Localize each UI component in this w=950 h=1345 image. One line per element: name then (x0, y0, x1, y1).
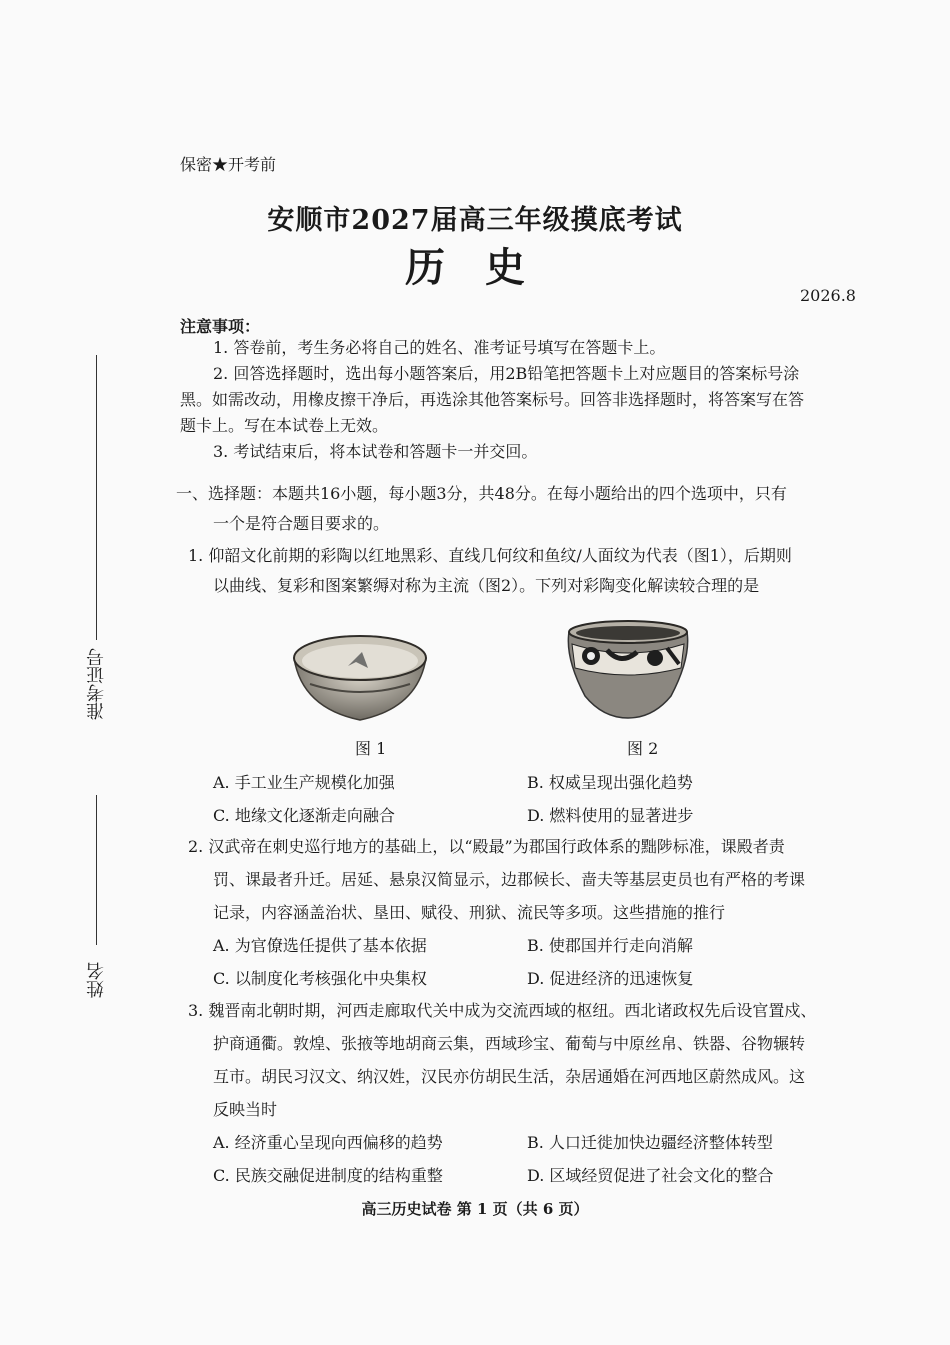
question-stem: 反映当时 (213, 1100, 278, 1119)
option-b: B. 人口迁徙加快边疆经济整体转型 (527, 1133, 773, 1152)
option-a: A. 为官僚选任提供了基本依据 (213, 936, 427, 955)
option-a: A. 手工业生产规模化加强 (213, 773, 395, 792)
section-heading: 一、选择题：本题共16小题，每小题3分，共48分。在每小题给出的四个选项中，只有 (176, 484, 787, 503)
option-d: D. 燃料使用的显著进步 (527, 806, 694, 825)
name-write-line[interactable] (96, 795, 97, 945)
question-stem: 互市。胡民习汉文、纳汉姓，汉民亦仿胡民生活，杂居通婚在河西地区蔚然成风。这 (213, 1067, 806, 1086)
admission-number-label: 准考证号 (86, 648, 107, 720)
exam-title: 安顺市2027届高三年级摸底考试 (267, 205, 683, 236)
option-d: D. 区域经贸促进了社会文化的整合 (527, 1166, 774, 1185)
option-c: C. 以制度化考核强化中央集权 (213, 969, 427, 988)
notice-title: 注意事项： (180, 317, 261, 336)
option-b: B. 使郡国并行走向消解 (527, 936, 693, 955)
option-c: C. 地缘文化逐渐走向融合 (213, 806, 395, 825)
question-stem: 3. 魏晋南北朝时期，河西走廊取代关中成为交流西域的枢纽。西北诸政权先后设官置戍、 (188, 1001, 817, 1020)
option-b: B. 权威呈现出强化趋势 (527, 773, 693, 792)
pottery-bowl-figure-1 (290, 628, 430, 726)
figure-caption: 图 2 (627, 739, 659, 758)
question-stem: 2. 汉武帝在刺史巡行地方的基础上，以“殿最”为郡国行政体系的黜陟标准，课殿者责 (188, 837, 785, 856)
pottery-pot-figure-2 (563, 618, 693, 720)
notice-line: 3. 考试结束后，将本试卷和答题卡一并交回。 (213, 442, 538, 461)
notice-line: 黑。如需改动，用橡皮擦干净后，再选涂其他答案标号。回答非选择题时，将答案写在答 (180, 390, 805, 409)
option-a: A. 经济重心呈现向西偏移的趋势 (213, 1133, 443, 1152)
question-stem: 罚、课最者升迁。居延、悬泉汉简显示，边郡候长、啬夫等基层吏员也有严格的考课 (213, 870, 806, 889)
question-stem: 1. 仰韶文化前期的彩陶以红地黑彩、直线几何纹和鱼纹/人面纹为代表（图1），后期则 (188, 546, 792, 565)
notice-line: 题卡上。写在本试卷上无效。 (180, 416, 389, 435)
subject-title: 历史 (405, 244, 565, 291)
question-stem: 以曲线、复彩和图案繁缛对称为主流（图2）。下列对彩陶变化解读较合理的是 (213, 576, 760, 595)
notice-line: 2. 回答选择题时，选出每小题答案后，用2B铅笔把答题卡上对应题目的答案标号涂 (213, 364, 800, 383)
figure-caption: 图 1 (355, 739, 387, 758)
section-heading: 一个是符合题目要求的。 (213, 514, 390, 533)
option-c: C. 民族交融促进制度的结构重整 (213, 1166, 443, 1185)
question-stem: 记录，内容涵盖治状、垦田、赋役、刑狱、流民等多项。这些措施的推行 (213, 903, 726, 922)
option-d: D. 促进经济的迅速恢复 (527, 969, 694, 988)
notice-line: 1. 答卷前，考生务必将自己的姓名、准考证号填写在答题卡上。 (213, 338, 666, 357)
confidential-mark: 保密★开考前 (180, 155, 277, 174)
page-footer: 高三历史试卷 第 1 页（共 6 页） (361, 1200, 589, 1218)
admission-write-line[interactable] (96, 355, 97, 640)
name-label: 姓名 (86, 962, 107, 998)
question-stem: 护商通衢。敦煌、张掖等地胡商云集，西域珍宝、葡萄与中原丝帛、铁器、谷物辗转 (213, 1034, 806, 1053)
exam-date: 2026.8 (800, 286, 856, 305)
